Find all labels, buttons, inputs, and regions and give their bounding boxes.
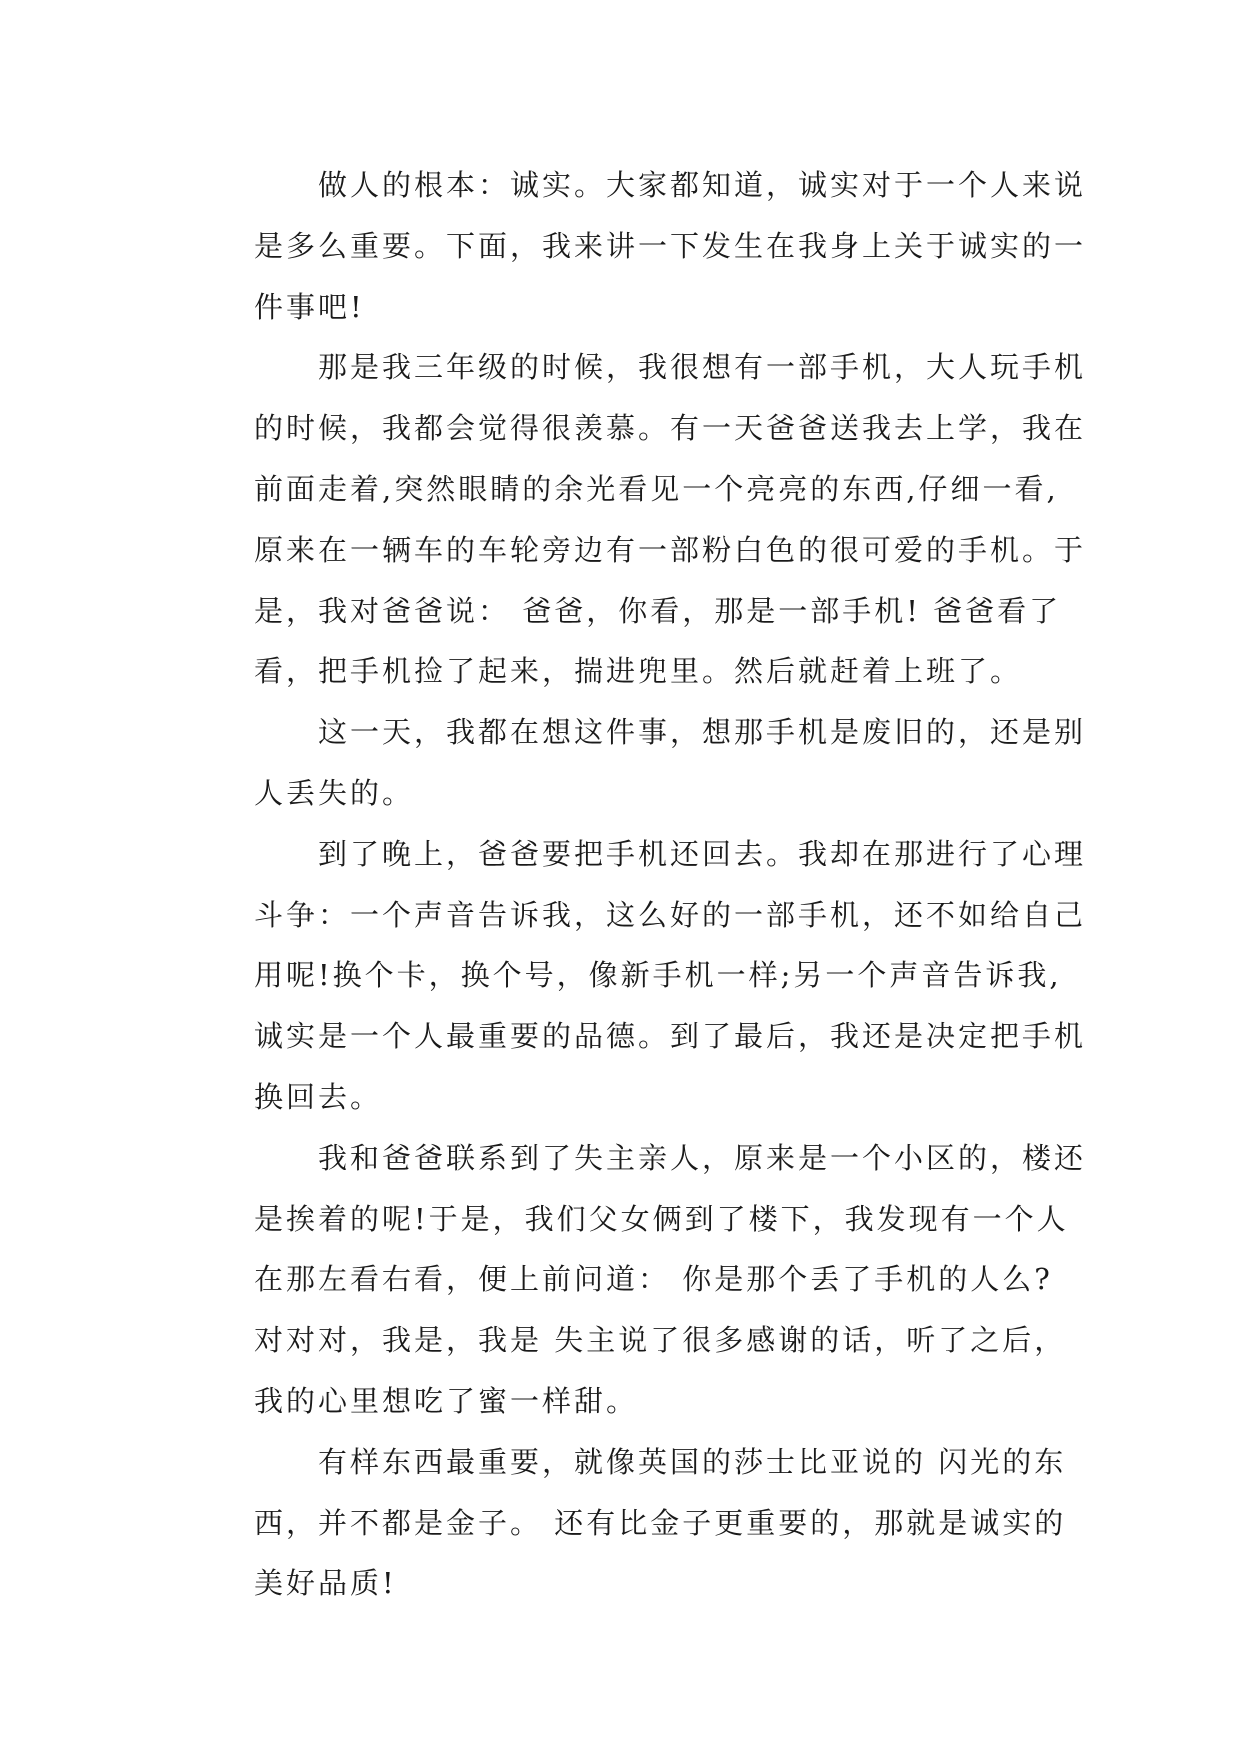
text-line: 看，把手机捡了起来，揣进兜里。然后就赶着上班了。 — [254, 654, 1023, 689]
paragraph-4 — [190, 824, 1087, 1128]
text-line: 的时候，我都会觉得很羡慕。有一天爸爸送我去上学，我在 — [254, 411, 1087, 446]
text-line: 我和爸爸联系到了失主亲人，原来是一个小区的，楼还 — [318, 1140, 1087, 1175]
document-body — [190, 155, 1087, 1614]
text-line: 人丢失的。 — [254, 775, 415, 810]
text-line: 这一天，我都在想这件事，想那手机是废旧的，还是别 — [318, 715, 1087, 750]
text-line: 用呢!换个卡，换个号，像新手机一样;另一个声音告诉我, — [254, 958, 1062, 993]
text-line: 那是我三年级的时候，我很想有一部手机，大人玩手机 — [318, 350, 1087, 385]
text-line: 斗争：一个声音告诉我，这么好的一部手机，还不如给自己 — [254, 897, 1087, 932]
text-line: 是，我对爸爸说： 爸爸，你看，那是一部手机! 爸爸看了 — [254, 593, 1062, 628]
text-line: 在那左看右看，便上前问道： 你是那个丢了手机的人么? — [254, 1262, 1053, 1297]
paragraph-1 — [190, 155, 1087, 337]
text-line: 我的心里想吃了蜜一样甜。 — [254, 1383, 639, 1418]
text-line: 是挨着的呢!于是，我们父女俩到了楼下，我发现有一个人 — [254, 1201, 1069, 1236]
text-line: 对对对，我是，我是 失主说了很多感谢的话，听了之后， — [254, 1323, 1067, 1358]
text-line: 前面走着,突然眼睛的余光看见一个亮亮的东西,仔细一看, — [254, 471, 1059, 506]
text-line: 有样东西最重要，就像英国的莎士比亚说的 闪光的东 — [318, 1444, 1067, 1479]
paragraph-2 — [190, 337, 1087, 702]
text-line: 是多么重要。下面，我来讲一下发生在我身上关于诚实的一 — [254, 228, 1087, 263]
text-line: 美好品质! — [254, 1566, 397, 1601]
text-line: 件事吧! — [254, 289, 365, 324]
paragraph-6 — [190, 1432, 1067, 1614]
text-line: 换回去。 — [254, 1079, 383, 1114]
text-line: 诚实是一个人最重要的品德。到了最后，我还是决定把手机 — [254, 1019, 1087, 1054]
text-line: 原来在一辆车的车轮旁边有一部粉白色的很可爱的手机。于 — [254, 532, 1087, 567]
text-line: 到了晚上，爸爸要把手机还回去。我却在那进行了心理 — [318, 836, 1087, 871]
text-line: 做人的根本：诚实。大家都知道，诚实对于一个人来说 — [318, 168, 1087, 202]
text-line: 西，并不都是金子。 还有比金子更重要的，那就是诚实的 — [254, 1505, 1067, 1540]
paragraph-5 — [190, 1128, 1087, 1432]
paragraph-3 — [190, 702, 1087, 824]
